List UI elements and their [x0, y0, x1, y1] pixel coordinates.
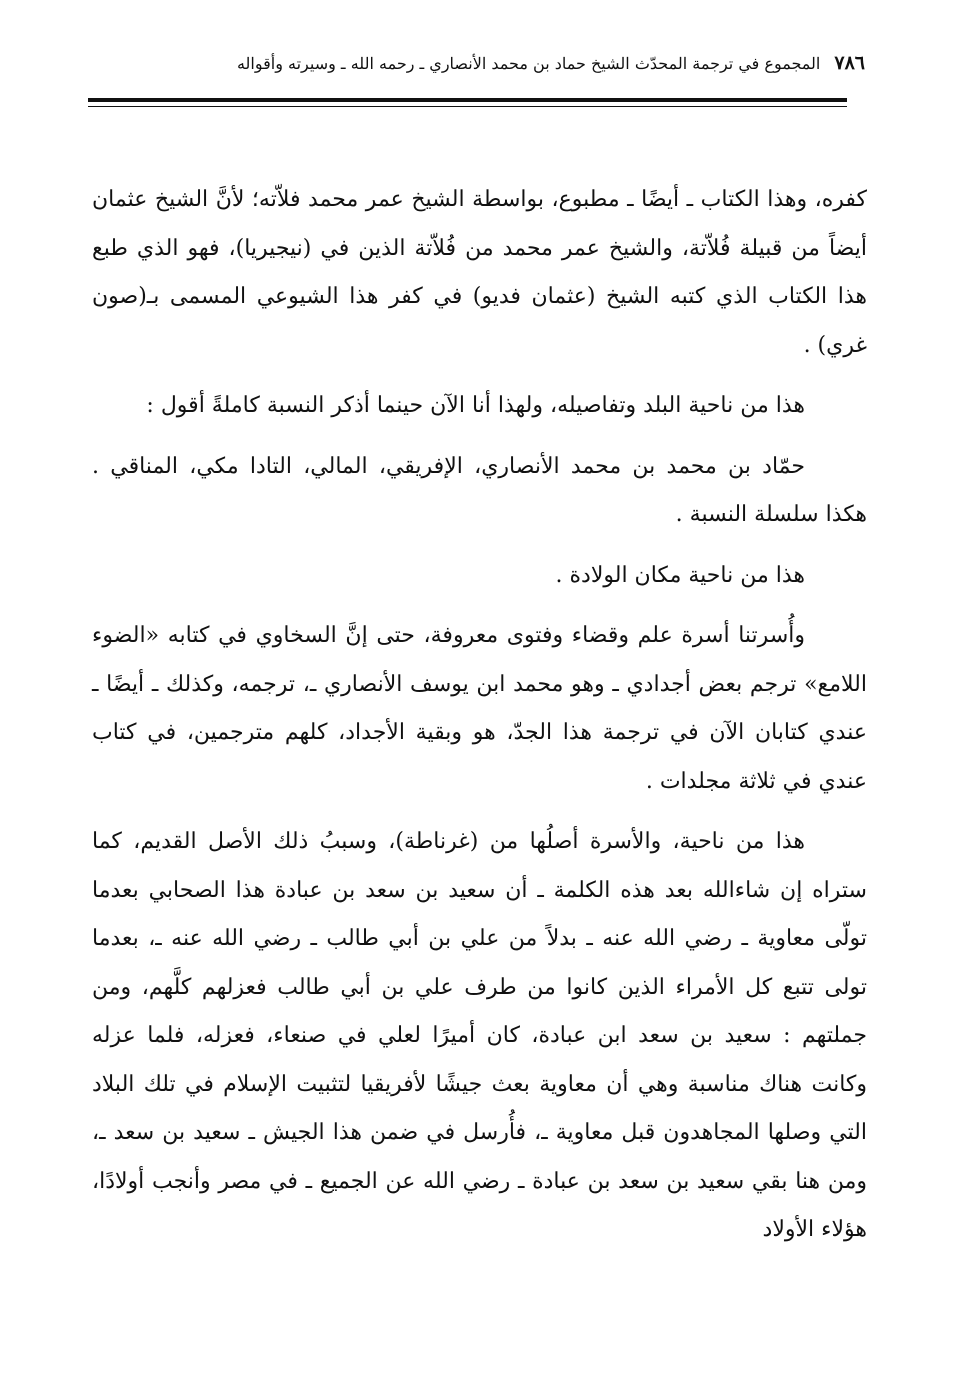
- running-header: [185, 48, 865, 78]
- paragraph: كفره، وهذا الكتاب ـ أيضًا ـ مطبوع، بواسطة الشيخ عمر محمد فلاّته؛ لأنَّ الشيخ عثمان أيضاً من قبيلة فُلاّتة، والشيخ عمر محمد من فُلاّتة الذين في (نيجيريا)، فهو الذي طبع هذا الكتاب الذي كتبه الشيخ (عثمان فديو) في كفر هذا الشيوعي المسمى بـ(صون غري) .: [92, 187, 867, 358]
- header-rule-thick: [88, 98, 847, 102]
- paragraph: حمّاد بن محمد بن محمد الأنصاري، الإفريقي، المالي، التادا مكي، المناقي . هكذا سلسلة النسبة .: [92, 453, 867, 527]
- body-text: [92, 176, 867, 1267]
- page-number: ٧٨٦: [834, 52, 865, 74]
- paragraph: هذا من ناحية، والأسرة أصلُها من (غرناطة)، وسببُ ذلك الأصل القديم، كما ستراه إن شاءالله بعد هذه الكلمة ـ أن سعيد بن سعد بن عبادة هذا الصحابي بعدما تولّى معاوية ـ رضي الله عنه ـ بدلاً من علي بن أبي طالب ـ رضي الله عنه ـ، بعدما تولى تتبع كل الأمراء الذين كانوا من طرف علي بن أبي طالب فعزلهم كلَّهم، ومن جملتهم : سعيد بن سعد ابن عبادة، كان أميرًا لعلي في صنعاء، فعزله، فلما عزله وكانت هناك مناسبة وهي أن معاوية بعث جيشًا لأفريقيا لتثبيت الإسلام في تلك البلاد التي وصلها المجاهدون قبل معاوية ـ، فأُرسل في ضمن هذا الجيش ـ سعيد بن سعد ـ، ومن هنا بقي سعيد بن سعد بن عبادة ـ رضي الله عن الجميع ـ في مصر وأنجب أولادًا، هؤلاء الأولاد: [92, 829, 868, 1242]
- paragraph: هذا من ناحية مكان الولادة .: [555, 562, 805, 588]
- paragraph: هذا من ناحية البلد وتفاصيله، ولهذا أنا الآن حينما أذكر النسبة كاملةً أقول :: [146, 393, 805, 418]
- paragraph: وأُسرتنا أسرة علم وقضاء وفتوى معروفة، حتى إنَّ السخاوي في كتابه «الضوء اللامع» ترجم بعض أجدادي ـ وهو محمد ابن يوسف الأنصاري ـ، ترجمه، وكذلك ـ أيضًا ـ عندي كتابان الآن في ترجمة هذا الجدّ، هو وبقية الأجداد، كلهم مترجمين، في كتاب عندي في ثلاثة مجلدات .: [92, 623, 867, 794]
- book-title: المجموع في ترجمة المحدّث الشيخ حماد بن محمد الأنصاري ـ رحمه الله ـ وسيرته وأقواله: [236, 53, 821, 73]
- header-rule-thin: [88, 106, 847, 107]
